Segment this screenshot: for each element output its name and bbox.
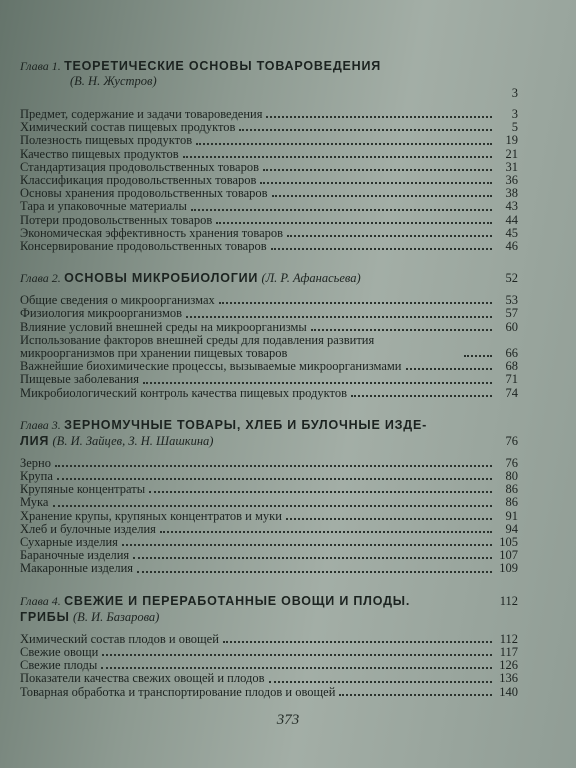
toc-entry[interactable]: Хранение крупы, крупяных концентратов и муки 91 (20, 508, 518, 523)
toc-entry[interactable]: Использование факторов внешней среды для подавления развития микроорганизмов при хранении пищевых товаров 66 (20, 332, 518, 361)
toc-entry[interactable]: Потери продовольственных товаров 44 (20, 212, 518, 227)
chapter-heading (20, 270, 518, 286)
toc-entry[interactable]: Товарная обработка и транспортирование плодов и овощей 140 (20, 684, 518, 699)
toc-entry[interactable]: Экономическая эффективность хранения товаров 45 (20, 225, 518, 240)
chapter-page: 112 (499, 593, 518, 608)
toc-entry[interactable]: Крупа 80 (20, 469, 518, 484)
toc-entry[interactable]: Полезность пищевых продуктов 19 (20, 133, 518, 148)
toc-entry[interactable]: Хлеб и булочные изделия 94 (20, 521, 518, 536)
toc-entry[interactable]: Макаронные изделия 109 (20, 561, 518, 576)
toc-entry[interactable]: Общие сведения о микроорганизмах 53 (20, 293, 518, 308)
chapter-title-continued: ГРИБЫ (20, 609, 70, 624)
toc-entry[interactable]: Физиология микроорганизмов 57 (20, 306, 518, 321)
chapter-label: Глава 2. (20, 271, 61, 286)
toc-entry[interactable]: Предмет, содержание и задачи товароведения 3 (20, 107, 518, 121)
chapter-page: 76 (505, 433, 518, 448)
toc-entry[interactable]: Пищевые заболевания 71 (20, 372, 518, 387)
toc-entry[interactable]: Влияние условий внешней среды на микроорганизмы 60 (20, 319, 518, 334)
toc-entry[interactable]: Основы хранения продовольственных товаров 38 (20, 186, 518, 201)
toc-entry[interactable]: Бараночные изделия 107 (20, 548, 518, 563)
toc-entry[interactable]: Крупяные концентраты 86 (20, 482, 518, 497)
chapter-page: 3 (511, 86, 518, 100)
toc-entry[interactable]: Зерно 76 (20, 455, 518, 470)
chapter-title: ТЕОРЕТИЧЕСКИЕ ОСНОВЫ ТОВАРОВЕДЕНИЯ (64, 59, 382, 73)
chapter-label: Глава 4. (20, 593, 61, 608)
toc-entry[interactable]: Мука 86 (20, 495, 518, 510)
toc-entry[interactable]: Важнейшие биохимические процессы, вызываемые микроорганизмами 68 (20, 359, 518, 374)
chapter-label: Глава 1. (20, 59, 61, 73)
toc-entry[interactable]: Химический состав пищевых продуктов 5 (20, 120, 518, 135)
toc-entry[interactable]: Свежие плоды 126 (20, 658, 518, 673)
chapter-title: СВЕЖИЕ И ПЕРЕРАБОТАННЫЕ ОВОЩИ И ПЛОДЫ. (64, 593, 411, 608)
chapter-4 (20, 593, 518, 699)
toc-entry[interactable]: Качество пищевых продуктов 21 (20, 146, 518, 161)
toc-entry[interactable]: Стандартизация продовольственных товаров 31 (20, 159, 518, 174)
chapter-authors: (В. И. Базарова) (73, 609, 160, 624)
toc-entry[interactable]: Сухарные изделия 105 (20, 535, 518, 550)
chapter-title: ОСНОВЫ МИКРОБИОЛОГИИ (64, 271, 259, 286)
chapter-3 (20, 417, 518, 576)
table-of-contents (20, 58, 518, 716)
toc-entry[interactable]: Классификация продовольственных товаров 36 (20, 173, 518, 188)
chapter-heading (20, 593, 518, 609)
chapter-authors: (Л. Р. Афанасьева) (261, 271, 361, 286)
toc-entry[interactable]: Химический состав плодов и овощей 112 (20, 631, 518, 646)
chapter-1 (20, 58, 518, 253)
chapter-2 (20, 270, 518, 400)
chapter-authors: (В. Н. Жустров) (70, 74, 157, 88)
toc-entry[interactable]: Микробиологический контроль качества пищевых продуктов 74 (20, 385, 518, 400)
chapter-heading (20, 58, 518, 74)
toc-entry[interactable]: Свежие овощи 117 (20, 644, 518, 659)
chapter-heading (20, 417, 518, 433)
chapter-title: ЗЕРНОМУЧНЫЕ ТОВАРЫ, ХЛЕБ И БУЛОЧНЫЕ ИЗДЕ- (64, 417, 428, 432)
page-number: 373 (276, 712, 300, 728)
chapter-page: 52 (505, 271, 518, 286)
chapter-label: Глава 3. (20, 417, 61, 432)
toc-entry[interactable]: Консервирование продовольственных товаров 46 (20, 239, 518, 254)
chapter-title-continued: ЛИЯ (20, 433, 50, 448)
toc-entry[interactable]: Показатели качества свежих овощей и плодов 136 (20, 671, 518, 686)
toc-entry[interactable]: Тара и упаковочные материалы 43 (20, 199, 518, 214)
chapter-authors: (В. И. Зайцев, З. Н. Шашкина) (52, 433, 214, 448)
